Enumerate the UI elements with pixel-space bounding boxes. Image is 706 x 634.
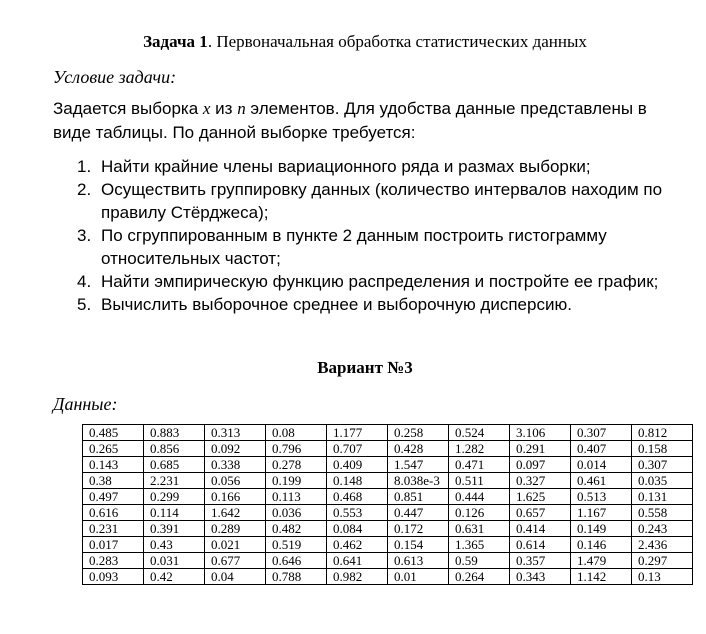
table-cell: 0.166 bbox=[205, 489, 266, 505]
table-cell: 0.613 bbox=[388, 553, 449, 569]
table-cell: 0.148 bbox=[327, 473, 388, 489]
table-row bbox=[83, 505, 693, 521]
table-cell: 0.264 bbox=[449, 569, 510, 585]
table-cell: 0.084 bbox=[327, 521, 388, 537]
table-cell: 0.519 bbox=[266, 537, 327, 553]
table-cell: 3.106 bbox=[510, 425, 571, 441]
item-text: Найти крайние члены вариационного ряда и размах выборки; bbox=[101, 157, 591, 176]
table-cell: 0.327 bbox=[510, 473, 571, 489]
table-cell: 0.631 bbox=[449, 521, 510, 537]
intro-text-1: Задается выборка bbox=[53, 99, 203, 118]
table-cell: 1.365 bbox=[449, 537, 510, 553]
item-number: 5. bbox=[77, 295, 92, 314]
table-cell: 0.313 bbox=[205, 425, 266, 441]
table-cell: 0.08 bbox=[266, 425, 327, 441]
table-cell: 0.299 bbox=[144, 489, 205, 505]
table-cell: 0.982 bbox=[327, 569, 388, 585]
table-cell: 0.01 bbox=[388, 569, 449, 585]
table-cell: 0.553 bbox=[327, 505, 388, 521]
data-table-body bbox=[83, 425, 693, 585]
table-row bbox=[83, 521, 693, 537]
table-cell: 0.13 bbox=[632, 569, 693, 585]
table-cell: 1.177 bbox=[327, 425, 388, 441]
table-cell: 0.59 bbox=[449, 553, 510, 569]
task-list-item bbox=[53, 293, 683, 316]
table-cell: 0.231 bbox=[83, 521, 144, 537]
table-cell: 0.114 bbox=[144, 505, 205, 521]
table-cell: 0.278 bbox=[266, 457, 327, 473]
item-number: 3. bbox=[77, 226, 92, 245]
table-cell: 0.297 bbox=[632, 553, 693, 569]
data-label: Данные: bbox=[53, 394, 118, 414]
item-text: Осуществить группировку данных (количество интервалов находим по правилу Стёрджеса); bbox=[101, 180, 663, 222]
table-cell: 0.677 bbox=[205, 553, 266, 569]
table-row bbox=[83, 473, 693, 489]
table-cell: 0.343 bbox=[510, 569, 571, 585]
table-cell: 0.158 bbox=[632, 441, 693, 457]
table-cell: 0.014 bbox=[571, 457, 632, 473]
table-cell: 0.685 bbox=[144, 457, 205, 473]
table-cell: 0.447 bbox=[388, 505, 449, 521]
item-text: Найти эмпирическую функцию распределения и постройте ее график; bbox=[101, 272, 659, 291]
table-cell: 0.641 bbox=[327, 553, 388, 569]
table-cell: 0.307 bbox=[632, 457, 693, 473]
table-cell: 0.646 bbox=[266, 553, 327, 569]
table-cell: 0.812 bbox=[632, 425, 693, 441]
table-cell: 0.796 bbox=[266, 441, 327, 457]
table-cell: 0.558 bbox=[632, 505, 693, 521]
table-cell: 0.199 bbox=[266, 473, 327, 489]
intro-paragraph bbox=[53, 97, 673, 145]
table-cell: 0.017 bbox=[83, 537, 144, 553]
task-number: Задача 1 bbox=[143, 32, 208, 51]
item-number: 2. bbox=[77, 180, 92, 199]
table-row bbox=[83, 537, 693, 553]
table-cell: 0.154 bbox=[388, 537, 449, 553]
table-cell: 0.657 bbox=[510, 505, 571, 521]
task-title-text: . Первоначальная обработка статистических данных bbox=[207, 32, 587, 51]
table-cell: 0.462 bbox=[327, 537, 388, 553]
table-cell: 0.471 bbox=[449, 457, 510, 473]
table-cell: 0.031 bbox=[144, 553, 205, 569]
table-row bbox=[83, 553, 693, 569]
var-x: x bbox=[202, 99, 211, 118]
table-cell: 0.243 bbox=[632, 521, 693, 537]
table-cell: 0.283 bbox=[83, 553, 144, 569]
table-cell: 0.149 bbox=[571, 521, 632, 537]
table-cell: 0.258 bbox=[388, 425, 449, 441]
table-cell: 0.126 bbox=[449, 505, 510, 521]
table-cell: 0.291 bbox=[510, 441, 571, 457]
table-cell: 0.513 bbox=[571, 489, 632, 505]
table-cell: 0.428 bbox=[388, 441, 449, 457]
table-row bbox=[83, 425, 693, 441]
table-cell: 0.707 bbox=[327, 441, 388, 457]
item-text: По сгруппированным в пункте 2 данным построить гистограмму относительных частот; bbox=[101, 226, 607, 268]
table-cell: 0.497 bbox=[83, 489, 144, 505]
table-cell: 0.131 bbox=[632, 489, 693, 505]
page-title bbox=[0, 31, 706, 53]
table-cell: 0.485 bbox=[83, 425, 144, 441]
table-cell: 0.097 bbox=[510, 457, 571, 473]
table-cell: 8.038e-3 bbox=[388, 473, 449, 489]
table-cell: 0.482 bbox=[266, 521, 327, 537]
table-row bbox=[83, 489, 693, 505]
table-cell: 0.851 bbox=[388, 489, 449, 505]
intro-text-3: элементов. Для удобства данные представлены в виде таблицы. По данной выборке требуется: bbox=[53, 99, 647, 142]
table-cell: 0.444 bbox=[449, 489, 510, 505]
table-cell: 1.142 bbox=[571, 569, 632, 585]
table-cell: 1.642 bbox=[205, 505, 266, 521]
table-cell: 0.409 bbox=[327, 457, 388, 473]
task-list bbox=[53, 155, 683, 316]
table-cell: 0.43 bbox=[144, 537, 205, 553]
table-cell: 0.856 bbox=[144, 441, 205, 457]
task-list-item bbox=[53, 224, 683, 270]
table-cell: 0.04 bbox=[205, 569, 266, 585]
table-cell: 0.021 bbox=[205, 537, 266, 553]
table-cell: 1.479 bbox=[571, 553, 632, 569]
table-cell: 0.414 bbox=[510, 521, 571, 537]
data-table bbox=[82, 424, 693, 585]
condition-label: Условие задачи: bbox=[53, 67, 177, 87]
table-cell: 0.511 bbox=[449, 473, 510, 489]
table-cell: 0.143 bbox=[83, 457, 144, 473]
intro-text-2: из bbox=[210, 99, 238, 118]
table-cell: 0.614 bbox=[510, 537, 571, 553]
table-cell: 0.357 bbox=[510, 553, 571, 569]
table-cell: 0.036 bbox=[266, 505, 327, 521]
table-cell: 1.625 bbox=[510, 489, 571, 505]
table-cell: 0.42 bbox=[144, 569, 205, 585]
table-cell: 0.289 bbox=[205, 521, 266, 537]
table-cell: 0.391 bbox=[144, 521, 205, 537]
table-cell: 0.883 bbox=[144, 425, 205, 441]
table-cell: 2.231 bbox=[144, 473, 205, 489]
task-list-item bbox=[53, 155, 683, 178]
var-n: n bbox=[237, 99, 246, 118]
table-cell: 0.172 bbox=[388, 521, 449, 537]
item-number: 4. bbox=[77, 272, 92, 291]
table-cell: 0.38 bbox=[83, 473, 144, 489]
table-cell: 0.338 bbox=[205, 457, 266, 473]
task-list-item bbox=[53, 178, 683, 224]
table-row bbox=[83, 441, 693, 457]
table-cell: 0.461 bbox=[571, 473, 632, 489]
table-row bbox=[83, 569, 693, 585]
table-cell: 0.265 bbox=[83, 441, 144, 457]
table-cell: 0.056 bbox=[205, 473, 266, 489]
table-cell: 0.407 bbox=[571, 441, 632, 457]
table-cell: 0.113 bbox=[266, 489, 327, 505]
table-cell: 2.436 bbox=[632, 537, 693, 553]
table-cell: 0.146 bbox=[571, 537, 632, 553]
table-row bbox=[83, 457, 693, 473]
table-cell: 0.524 bbox=[449, 425, 510, 441]
table-cell: 0.616 bbox=[83, 505, 144, 521]
variant-title: Вариант №3 bbox=[317, 358, 413, 377]
table-cell: 0.468 bbox=[327, 489, 388, 505]
item-number: 1. bbox=[77, 157, 92, 176]
table-cell: 0.092 bbox=[205, 441, 266, 457]
task-list-item bbox=[53, 270, 683, 293]
table-cell: 1.547 bbox=[388, 457, 449, 473]
table-cell: 0.307 bbox=[571, 425, 632, 441]
table-cell: 0.788 bbox=[266, 569, 327, 585]
table-cell: 1.282 bbox=[449, 441, 510, 457]
table-cell: 1.167 bbox=[571, 505, 632, 521]
table-cell: 0.093 bbox=[83, 569, 144, 585]
table-cell: 0.035 bbox=[632, 473, 693, 489]
item-text: Вычислить выборочное среднее и выборочную дисперсию. bbox=[101, 295, 572, 314]
